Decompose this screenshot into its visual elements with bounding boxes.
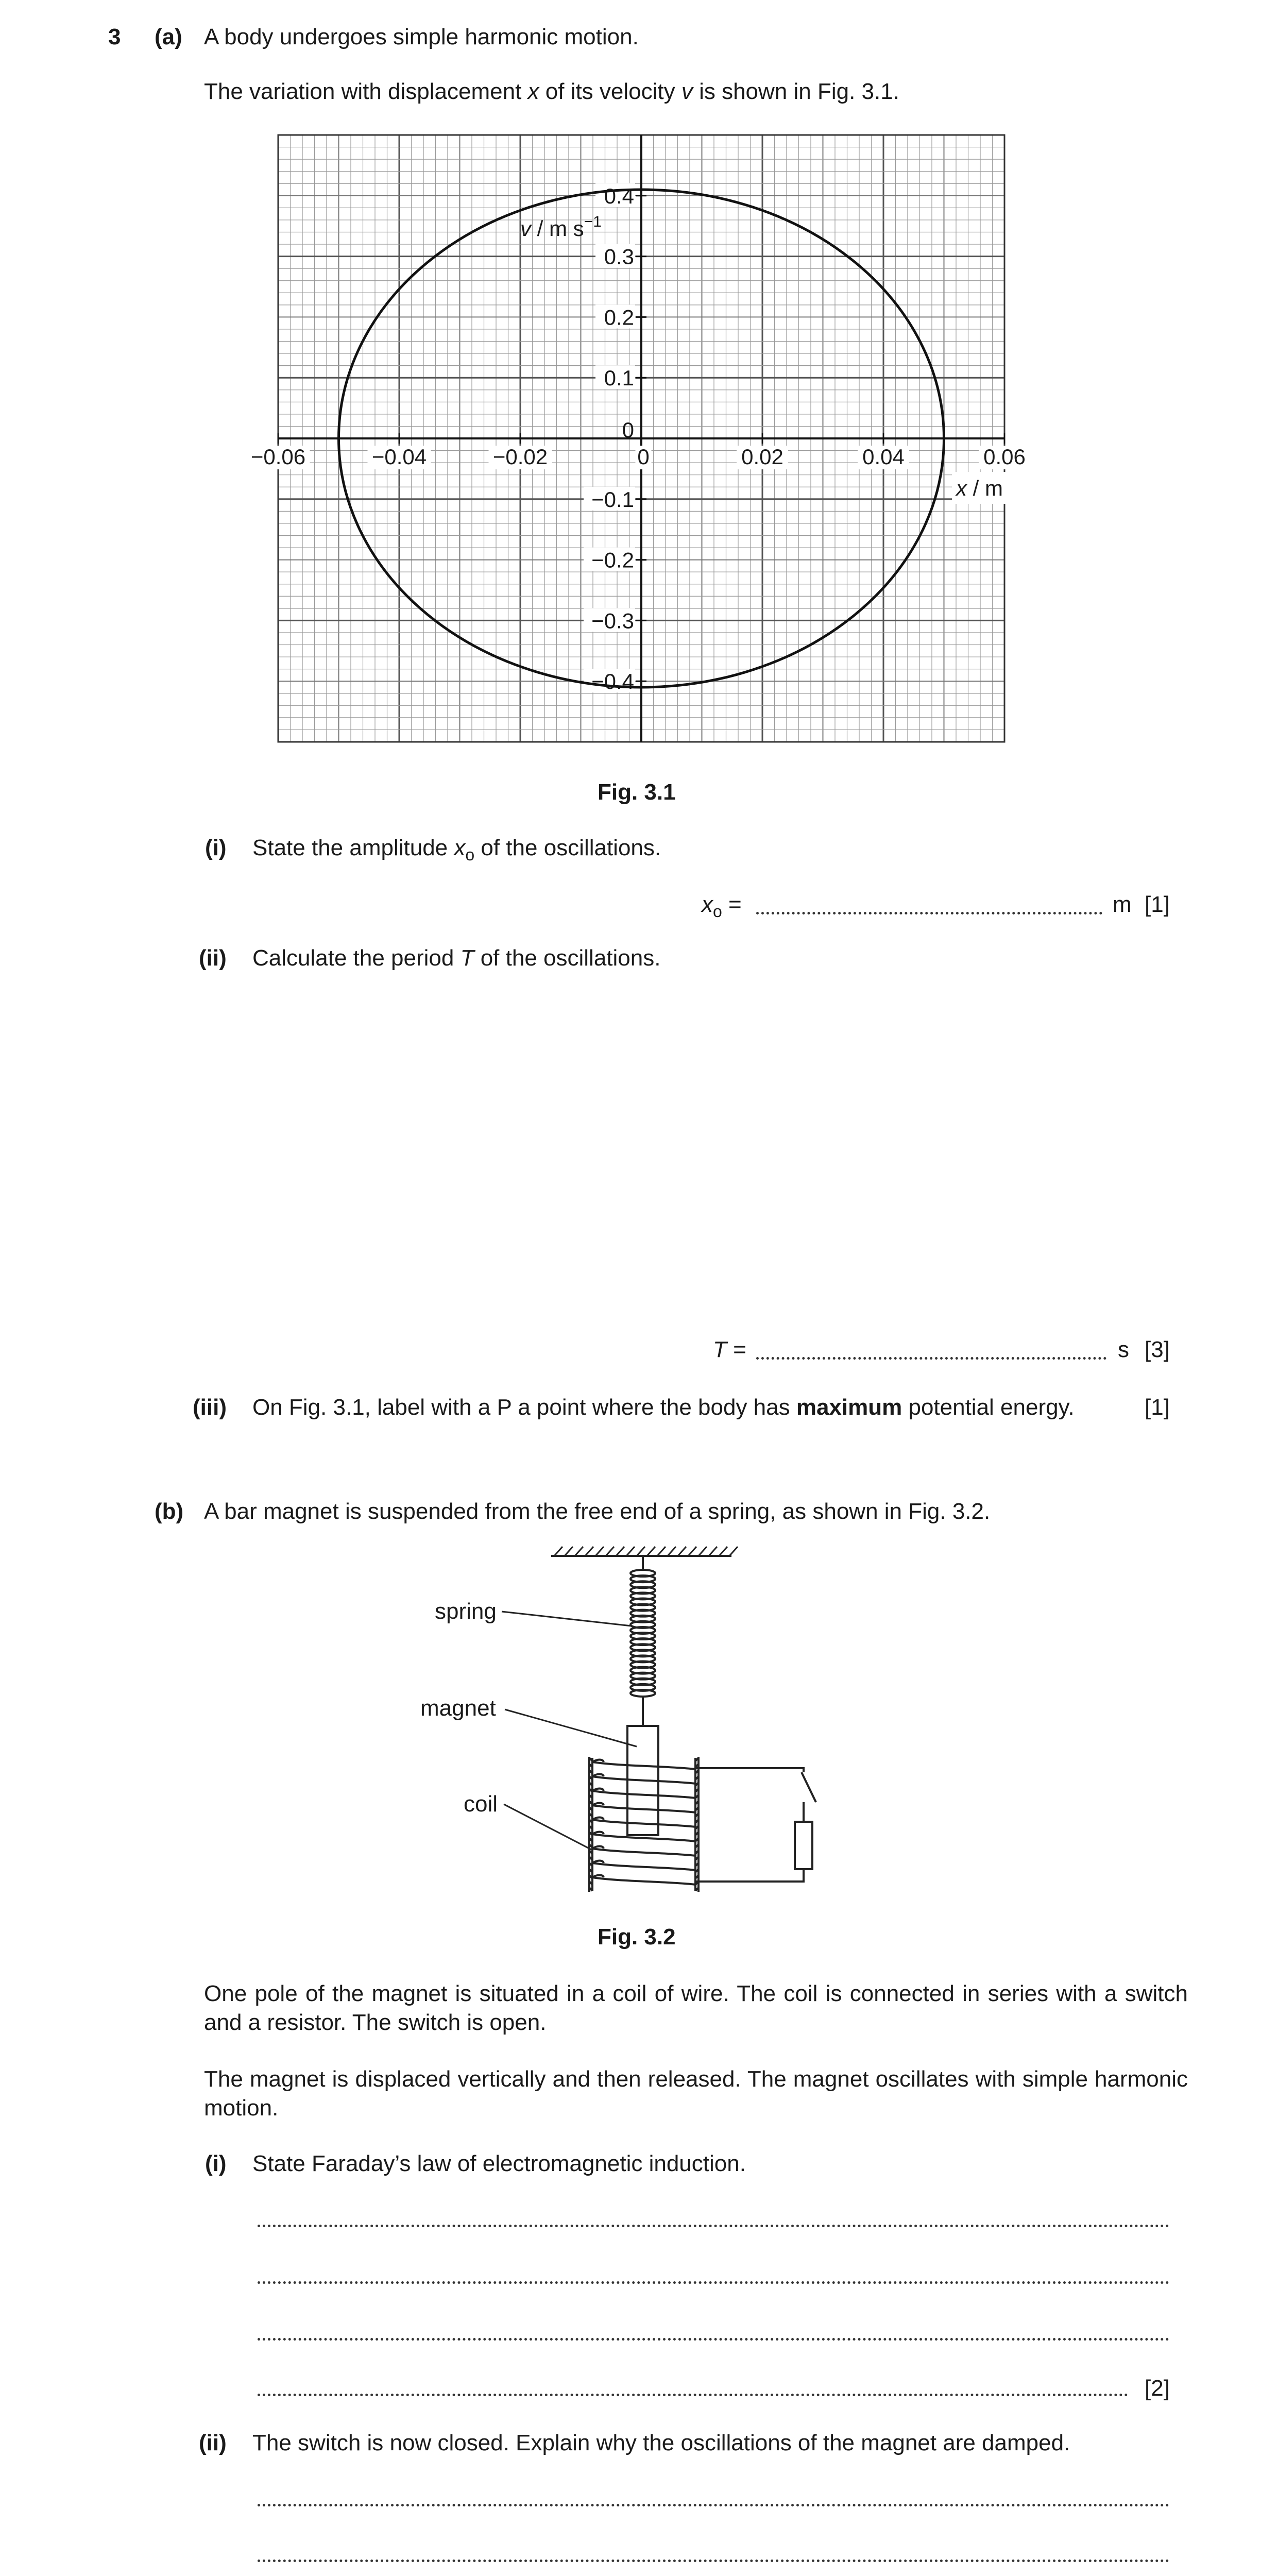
spring-label: spring — [435, 1599, 497, 1624]
part-a-i-label: (i) — [205, 835, 227, 860]
part-a-ii-text: Calculate the period T of the oscillations. — [252, 945, 661, 971]
period-answer-prefix: T = — [713, 1337, 746, 1362]
magnet-label: magnet — [420, 1696, 496, 1721]
period-unit: s — [1118, 1337, 1129, 1362]
resistor — [795, 1822, 812, 1869]
part-a-i-marks: [1] — [1145, 892, 1170, 917]
part-a-label: (a) — [155, 24, 182, 49]
part-b-ii-text: The switch is now closed. Explain why the oscillations of the magnet are damped. — [252, 2430, 1070, 2455]
y-tick-label: −0.4 — [591, 669, 634, 694]
amplitude-unit: m — [1113, 892, 1132, 917]
y-tick-label: 0.1 — [604, 366, 634, 391]
fig-3-2-caption: Fig. 3.2 — [598, 1924, 676, 1950]
part-b-i-answer-line-1[interactable] — [258, 2225, 1169, 2227]
x-tick-label: 0.06 — [983, 445, 1026, 469]
part-a-iii-label: (iii) — [193, 1395, 227, 1420]
part-a-intro-1: A body undergoes simple harmonic motion. — [204, 24, 639, 49]
y-tick-label: 0.3 — [604, 244, 634, 269]
x-tick-label: 0.04 — [862, 445, 905, 469]
part-b-i-answer-line-4[interactable] — [258, 2394, 1128, 2396]
y-tick-label: −0.2 — [591, 548, 634, 572]
part-b-label: (b) — [155, 1499, 184, 1524]
y-tick-label: −0.1 — [591, 487, 634, 512]
part-a-ii-marks: [3] — [1145, 1337, 1170, 1362]
part-b-intro: A bar magnet is suspended from the free end of a spring, as shown in Fig. 3.2. — [204, 1499, 991, 1524]
amplitude-answer-prefix: $x_o$ = — [702, 892, 742, 921]
y-tick-label: −0.3 — [591, 608, 634, 633]
part-b-para-2: The magnet is displaced vertically and then released. The magnet oscillates with simple harmonic motion. — [204, 2066, 1188, 2121]
coil-label: coil — [464, 1791, 498, 1817]
part-b-ii-answer-line-2[interactable] — [258, 2560, 1169, 2562]
y-tick-label: 0 — [622, 418, 634, 442]
y-tick-label: 0.4 — [604, 183, 634, 208]
x-tick-label: −0.06 — [250, 445, 306, 469]
part-a-intro-2: The variation with displacement x of its velocity v is shown in Fig. 3.1. — [204, 79, 899, 104]
part-b-ii-label: (ii) — [199, 2430, 227, 2455]
part-b-i-answer-line-2[interactable] — [258, 2281, 1169, 2284]
part-a-iii-text: On Fig. 3.1, label with a P a point where the body has maximum potential energy. — [252, 1395, 1075, 1420]
x-tick-label: 0.02 — [741, 445, 783, 469]
question-number: 3 — [108, 24, 121, 49]
part-a-i-text: State the amplitude $x_o$ of the oscillations. — [252, 835, 661, 864]
part-a-iii-marks: [1] — [1145, 1395, 1170, 1420]
fig-3-1-caption: Fig. 3.1 — [598, 779, 676, 805]
y-tick-label: 0.2 — [604, 305, 634, 330]
part-b-i-answer-line-3[interactable] — [258, 2338, 1169, 2341]
y-axis-label: v / m $s^{-1}$ — [520, 213, 602, 241]
switch-arm — [802, 1772, 816, 1802]
part-a-ii-label: (ii) — [199, 945, 227, 971]
part-b-i-label: (i) — [205, 2151, 227, 2176]
x-axis-label: x / m — [956, 476, 1003, 500]
part-b-i-text: State Faraday’s law of electromagnetic induction. — [252, 2151, 746, 2176]
part-b-i-marks: [2] — [1145, 2376, 1170, 2401]
x-tick-label: −0.04 — [371, 445, 427, 469]
x-tick-label: 0 — [637, 445, 650, 469]
part-b-para-1: One pole of the magnet is situated in a coil of wire. The coil is connected in series with a switch and a resistor. The switch is open. — [204, 1981, 1188, 2035]
x-tick-label: −0.02 — [492, 445, 548, 469]
part-b-ii-answer-line-1[interactable] — [258, 2504, 1169, 2506]
